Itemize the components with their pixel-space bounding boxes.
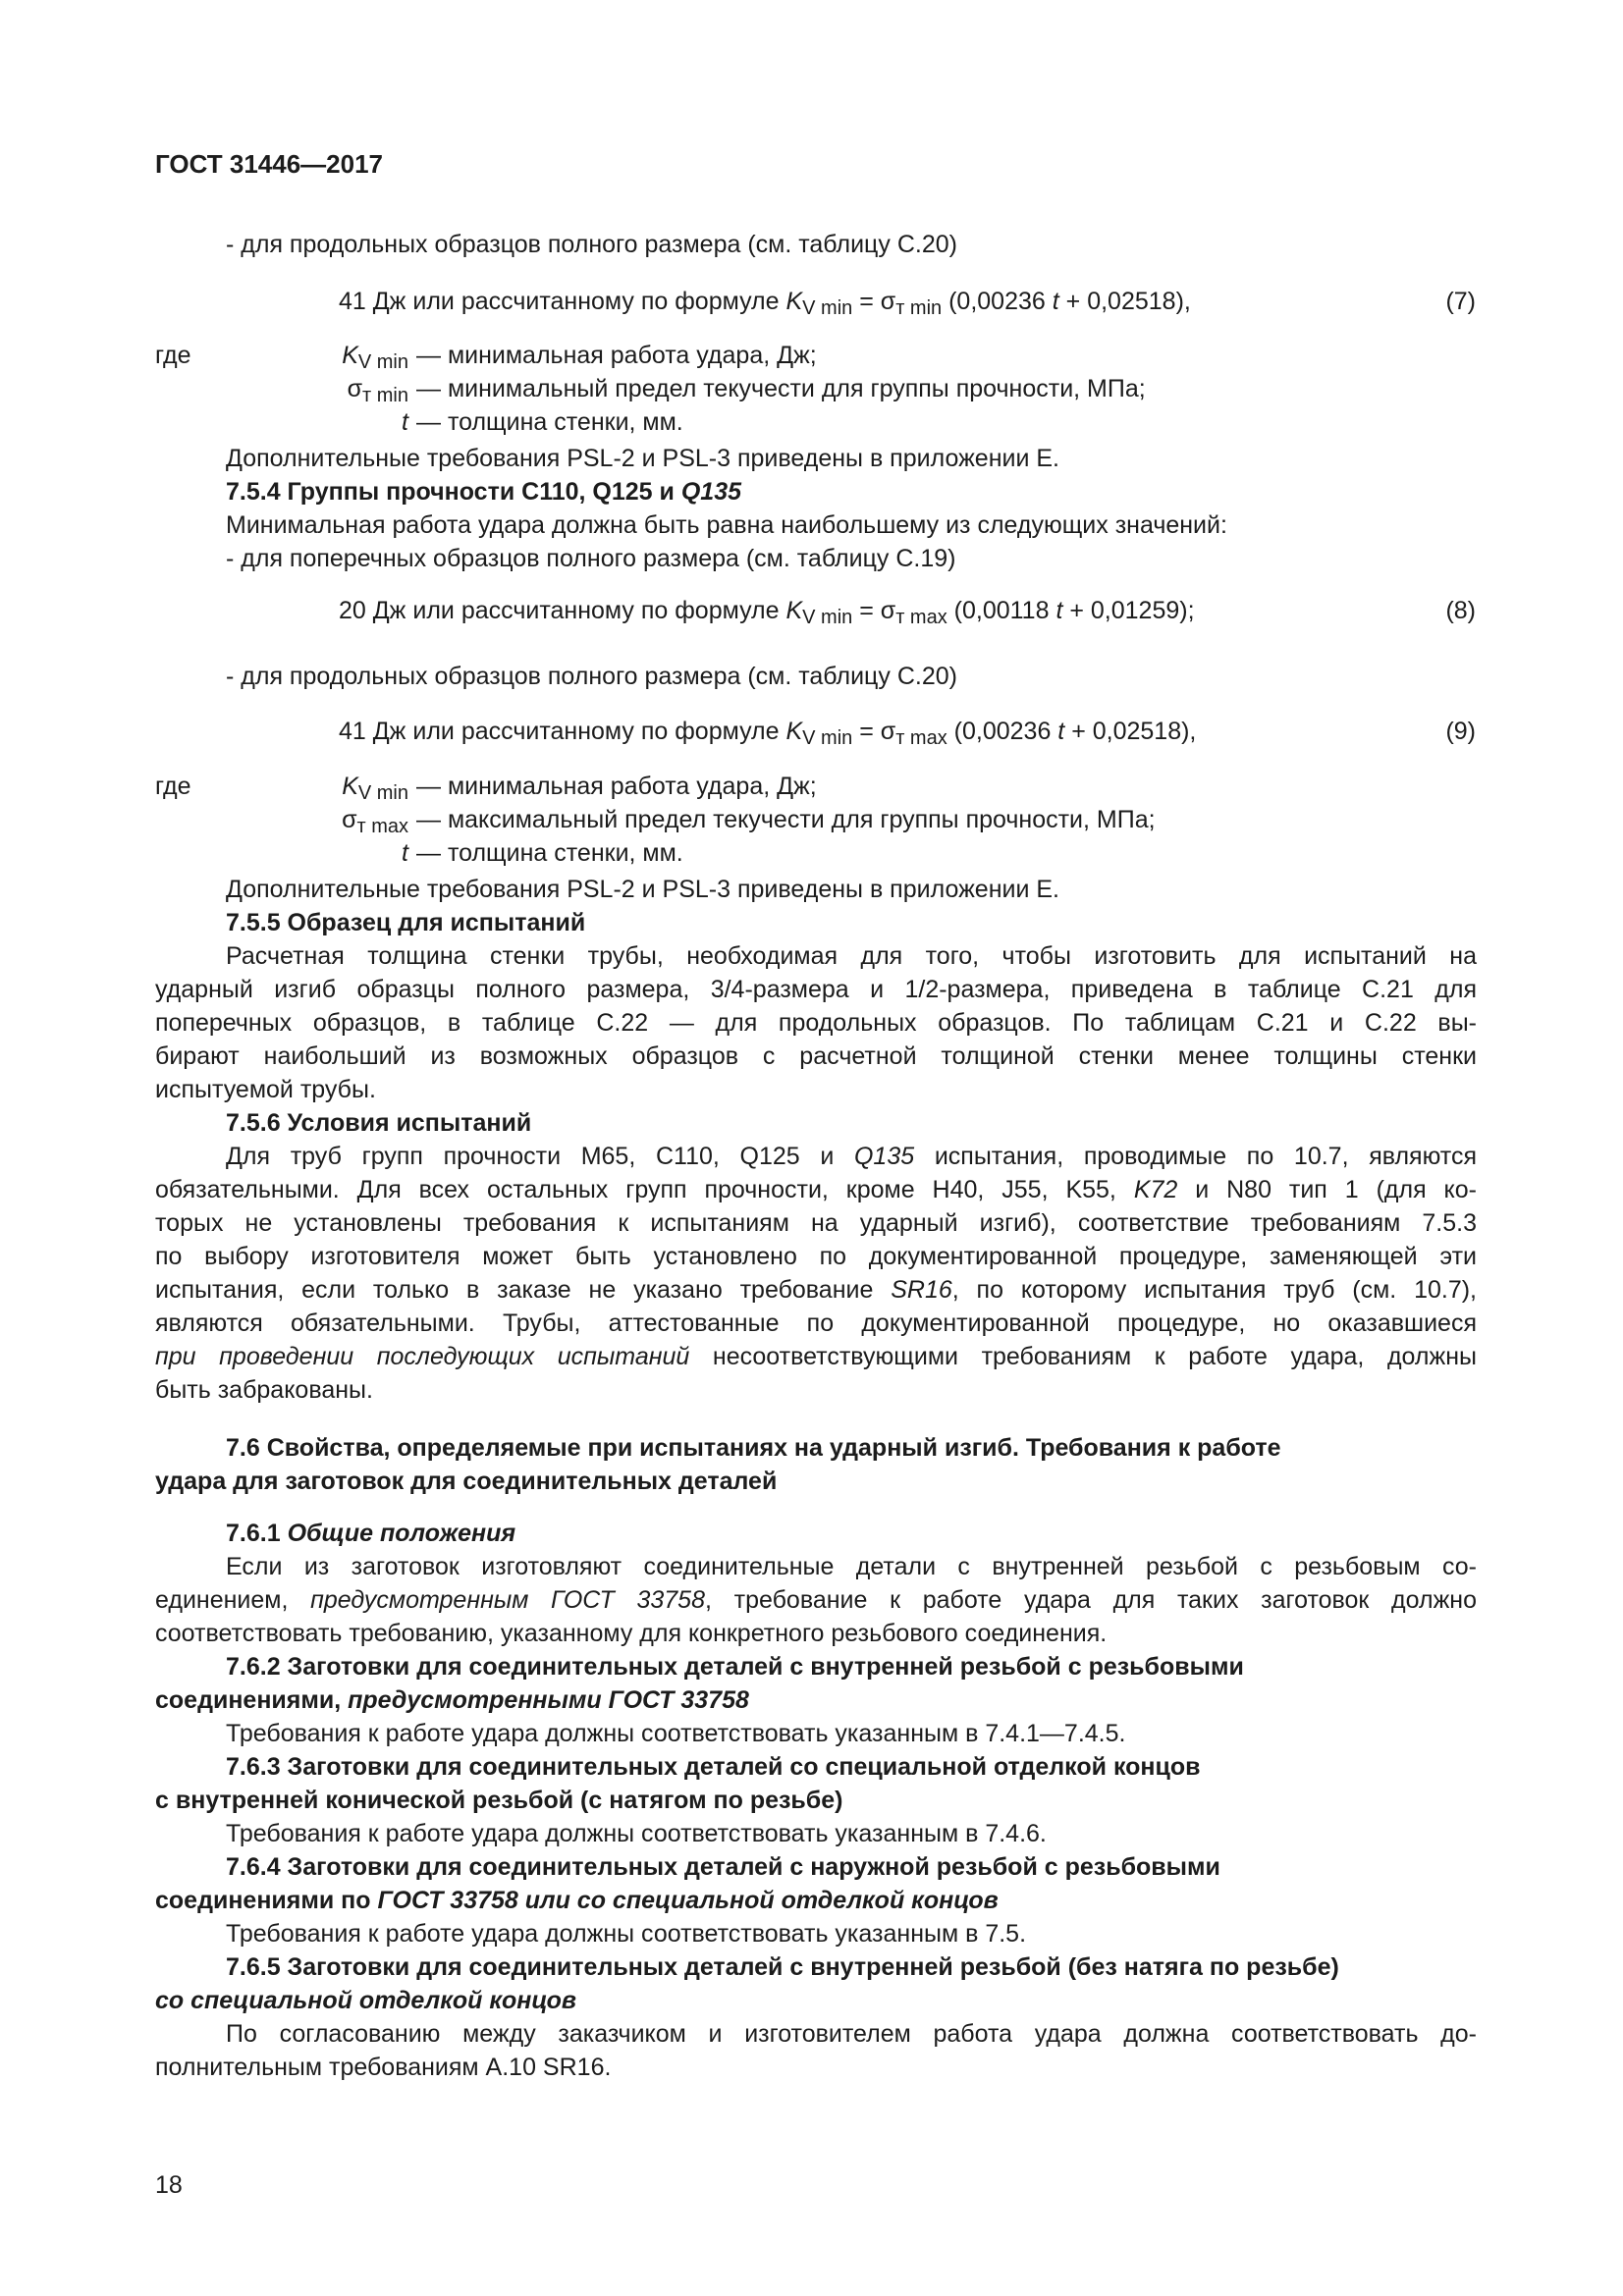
document-header: ГОСТ 31446—2017 (155, 149, 383, 179)
paragraph-line: обязательными. Для всех остальных групп прочности, кроме Н40, J55, K55, K72 и N80 тип 1 (для ко- (155, 1176, 1478, 1203)
section-heading-7-6: 7.6 Свойства, определяемые при испытаниях на ударный изгиб. Требования к работе (226, 1434, 1281, 1462)
section-heading-7-6-4: 7.6.4 Заготовки для соединительных деталей с наружной резьбой с резьбовыми (226, 1853, 1220, 1881)
where-row: $\sigma_{т min}$ — минимальный предел текучести для группы прочности, МПа; (347, 375, 1146, 406)
section-heading-7-6-5-cont: со специальной отделкой концов (155, 1987, 576, 2014)
list-item: - для поперечных образцов полного размера (см. таблицу С.19) (226, 545, 956, 572)
paragraph-line: являются обязательными. Трубы, аттестованные по документированной процедуре, но оказавшиеся (155, 1309, 1477, 1337)
section-heading-7-6-1: 7.6.1 Общие положения (226, 1520, 516, 1547)
list-item: - для продольных образцов полного размера (см. таблицу С.20) (226, 231, 957, 258)
paragraph: Дополнительные требования PSL-2 и PSL-3 приведены в приложении Е. (226, 876, 1059, 903)
formula-9: 41 Дж или рассчитанному по формуле $K_{V min} = \sigma_{т max}$ (0,00236 t + 0,02518), (9) (339, 715, 1476, 748)
paragraph-line: Если из заготовок изготовляют соединительные детали с внутренней резьбой с резьбовым со- (226, 1553, 1477, 1580)
formula-number: (9) (1445, 718, 1476, 745)
paragraph: Минимальная работа удара должна быть равна наибольшему из следующих значений: (226, 511, 1227, 539)
paragraph-line: ударный изгиб образцы полного размера, 3/4-размера и 1/2-размера, приведена в таблице С.21 для (155, 976, 1477, 1003)
where-row: где $K_{V min}$ — минимальная работа удара, Дж; (155, 773, 817, 804)
section-heading-7-6-4-cont: соединениями по ГОСТ 33758 или со специальной отделкой концов (155, 1887, 999, 1914)
where-row: t — толщина стенки, мм. (402, 839, 683, 867)
formula-number: (8) (1445, 597, 1476, 624)
section-heading-7-5-4: 7.5.4 Группы прочности С110, Q125 и Q135 (226, 478, 742, 506)
paragraph-line: Для труб групп прочности М65, С110, Q125 и Q135 испытания, проводимые по 10.7, являются (226, 1143, 1477, 1170)
paragraph: Требования к работе удара должны соответствовать указанным в 7.4.1—7.4.5. (226, 1720, 1126, 1747)
paragraph-line: полнительным требованиям А.10 SR16. (155, 2054, 612, 2081)
paragraph-line: соответствовать требованию, указанному для конкретного резьбового соединения. (155, 1620, 1108, 1647)
where-row: $\sigma_{т max}$ — максимальный предел текучести для группы прочности, МПа; (342, 806, 1156, 837)
paragraph-line: бирают наибольший из возможных образцов с расчетной толщиной стенки менее толщины стенки (155, 1042, 1477, 1070)
paragraph-line: По согласованию между заказчиком и изготовителем работа удара должна соответствовать до- (226, 2020, 1477, 2048)
page-number: 18 (155, 2171, 183, 2199)
section-heading-7-6-cont: удара для заготовок для соединительных деталей (155, 1468, 778, 1495)
paragraph-line: единением, предусмотренным ГОСТ 33758, требование к работе удара для таких заготовок должно (155, 1586, 1478, 1614)
formula-7: 41 Дж или рассчитанному по формуле $K_{V min} = \sigma_{т min}$ (0,00236 t + 0,02518), (7) (339, 285, 1476, 318)
where-row: где $K_{V min}$ — минимальная работа удара, Дж; (155, 342, 817, 373)
paragraph: Требования к работе удара должны соответствовать указанным в 7.4.6. (226, 1820, 1047, 1847)
section-heading-7-6-3: 7.6.3 Заготовки для соединительных деталей со специальной отделкой концов (226, 1753, 1201, 1781)
paragraph-line: торых не установлены требования к испытаниям на ударный изгиб), соответствие требованиям 7.5.3 (155, 1209, 1477, 1237)
paragraph-line: испытания, если только в заказе не указано требование SR16, по которому испытания труб (см. 10.7), (155, 1276, 1477, 1304)
paragraph-line: по выбору изготовителя может быть установлено по документированной процедуре, заменяющей эти (155, 1243, 1477, 1270)
section-heading-7-5-5: 7.5.5 Образец для испытаний (226, 909, 586, 936)
paragraph-line: при проведении последующих испытаний несоответствующими требованиям к работе удара, должны (155, 1343, 1477, 1370)
paragraph-line: поперечных образцов, в таблице С.22 — для продольных образцов. По таблицам С.21 и С.22 вы- (155, 1009, 1477, 1037)
formula-number: (7) (1445, 288, 1476, 315)
where-row: t — толщина стенки, мм. (402, 408, 683, 436)
paragraph-line: Расчетная толщина стенки трубы, необходимая для того, чтобы изготовить для испытаний на (226, 942, 1477, 970)
paragraph: Дополнительные требования PSL-2 и PSL-3 приведены в приложении Е. (226, 445, 1059, 472)
formula-8: 20 Дж или рассчитанному по формуле $K_{V min} = \sigma_{т max}$ (0,00118 t + 0,01259); (8) (339, 594, 1476, 627)
list-item: - для продольных образцов полного размера (см. таблицу С.20) (226, 663, 957, 690)
section-heading-7-6-2: 7.6.2 Заготовки для соединительных деталей с внутренней резьбой с резьбовыми (226, 1653, 1244, 1681)
section-heading-7-5-6: 7.5.6 Условия испытаний (226, 1109, 532, 1137)
paragraph: Требования к работе удара должны соответствовать указанным в 7.5. (226, 1920, 1027, 1948)
paragraph-line: быть забракованы. (155, 1376, 373, 1404)
section-heading-7-6-5: 7.6.5 Заготовки для соединительных деталей с внутренней резьбой (без натяга по резьбе) (226, 1953, 1339, 1981)
section-heading-7-6-2-cont: соединениями, предусмотренными ГОСТ 33758 (155, 1686, 749, 1714)
paragraph-line: испытуемой трубы. (155, 1076, 376, 1103)
section-heading-7-6-3-cont: с внутренней конической резьбой (с натягом по резьбе) (155, 1787, 843, 1814)
